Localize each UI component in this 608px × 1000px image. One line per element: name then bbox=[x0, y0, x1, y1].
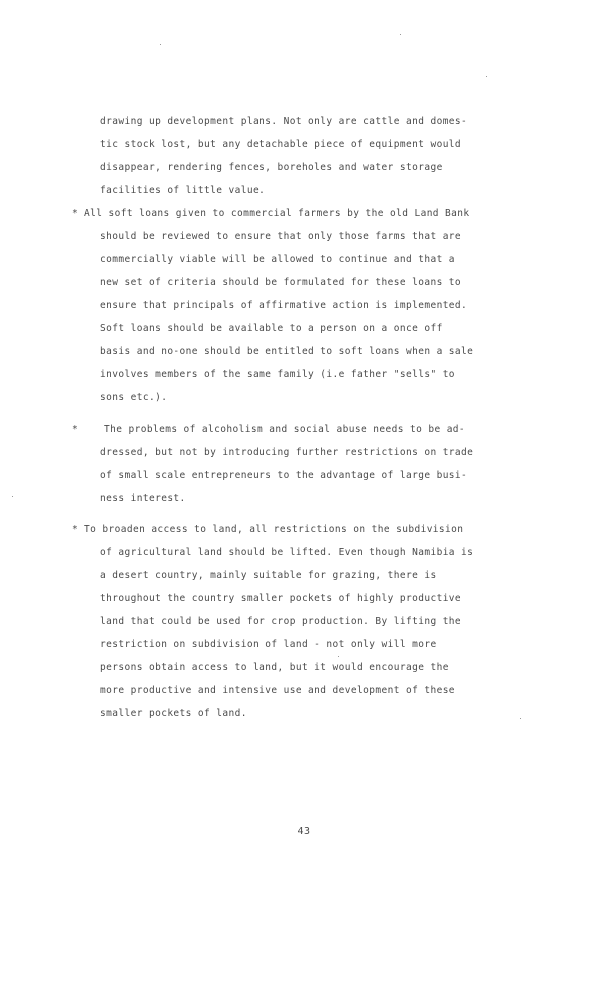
scan-speck bbox=[486, 76, 487, 77]
text-line: should be reviewed to ensure that only those farms that are bbox=[100, 231, 462, 242]
text-line: basis and no-one should be entitled to soft loans when a sale bbox=[100, 346, 474, 357]
scan-speck bbox=[12, 496, 13, 497]
scan-speck bbox=[338, 656, 339, 657]
text-line: Soft loans should be available to a person on a once off bbox=[100, 323, 443, 334]
text-line: a desert country, mainly suitable for grazing, there is bbox=[100, 570, 437, 581]
text-line: ness interest. bbox=[100, 493, 186, 504]
text-line: facilities of little value. bbox=[100, 185, 266, 196]
text-line: restriction on subdivision of land - not only will more bbox=[100, 639, 437, 650]
text-line: land that could be used for crop production. By lifting the bbox=[100, 616, 462, 627]
text-line: throughout the country smaller pockets of highly productive bbox=[100, 593, 462, 604]
page-number: 43 bbox=[297, 826, 311, 837]
text-line: more productive and intensive use and development of these bbox=[100, 685, 455, 696]
text-line: dressed, but not by introducing further restrictions on trade bbox=[100, 447, 474, 458]
text-line: of agricultural land should be lifted. Even though Namibia is bbox=[100, 547, 474, 558]
text-line: smaller pockets of land. bbox=[100, 708, 247, 719]
text-line: All soft loans given to commercial farmers by the old Land Bank bbox=[84, 208, 470, 219]
bullet-marker: * bbox=[72, 208, 78, 219]
text-line: involves members of the same family (i.e father "sells" to bbox=[100, 369, 455, 380]
text-line: drawing up development plans. Not only are cattle and domes- bbox=[100, 116, 468, 127]
text-line: To broaden access to land, all restrictions on the subdivision bbox=[84, 524, 464, 535]
scan-speck bbox=[400, 34, 401, 35]
bullet-marker: * bbox=[72, 524, 78, 535]
text-line: persons obtain access to land, but it would encourage the bbox=[100, 662, 449, 673]
text-line: commercially viable will be allowed to continue and that a bbox=[100, 254, 455, 265]
text-line: tic stock lost, but any detachable piece of equipment would bbox=[100, 139, 462, 150]
text-line: sons etc.). bbox=[100, 392, 168, 403]
text-line: The problems of alcoholism and social abuse needs to be ad- bbox=[104, 424, 466, 435]
text-line: of small scale entrepreneurs to the advantage of large busi- bbox=[100, 470, 468, 481]
text-line: disappear, rendering fences, boreholes and water storage bbox=[100, 162, 443, 173]
scan-speck bbox=[160, 44, 161, 45]
text-line: new set of criteria should be formulated for these loans to bbox=[100, 277, 462, 288]
bullet-marker: * bbox=[72, 424, 78, 435]
text-line: ensure that principals of affirmative action is implemented. bbox=[100, 300, 468, 311]
